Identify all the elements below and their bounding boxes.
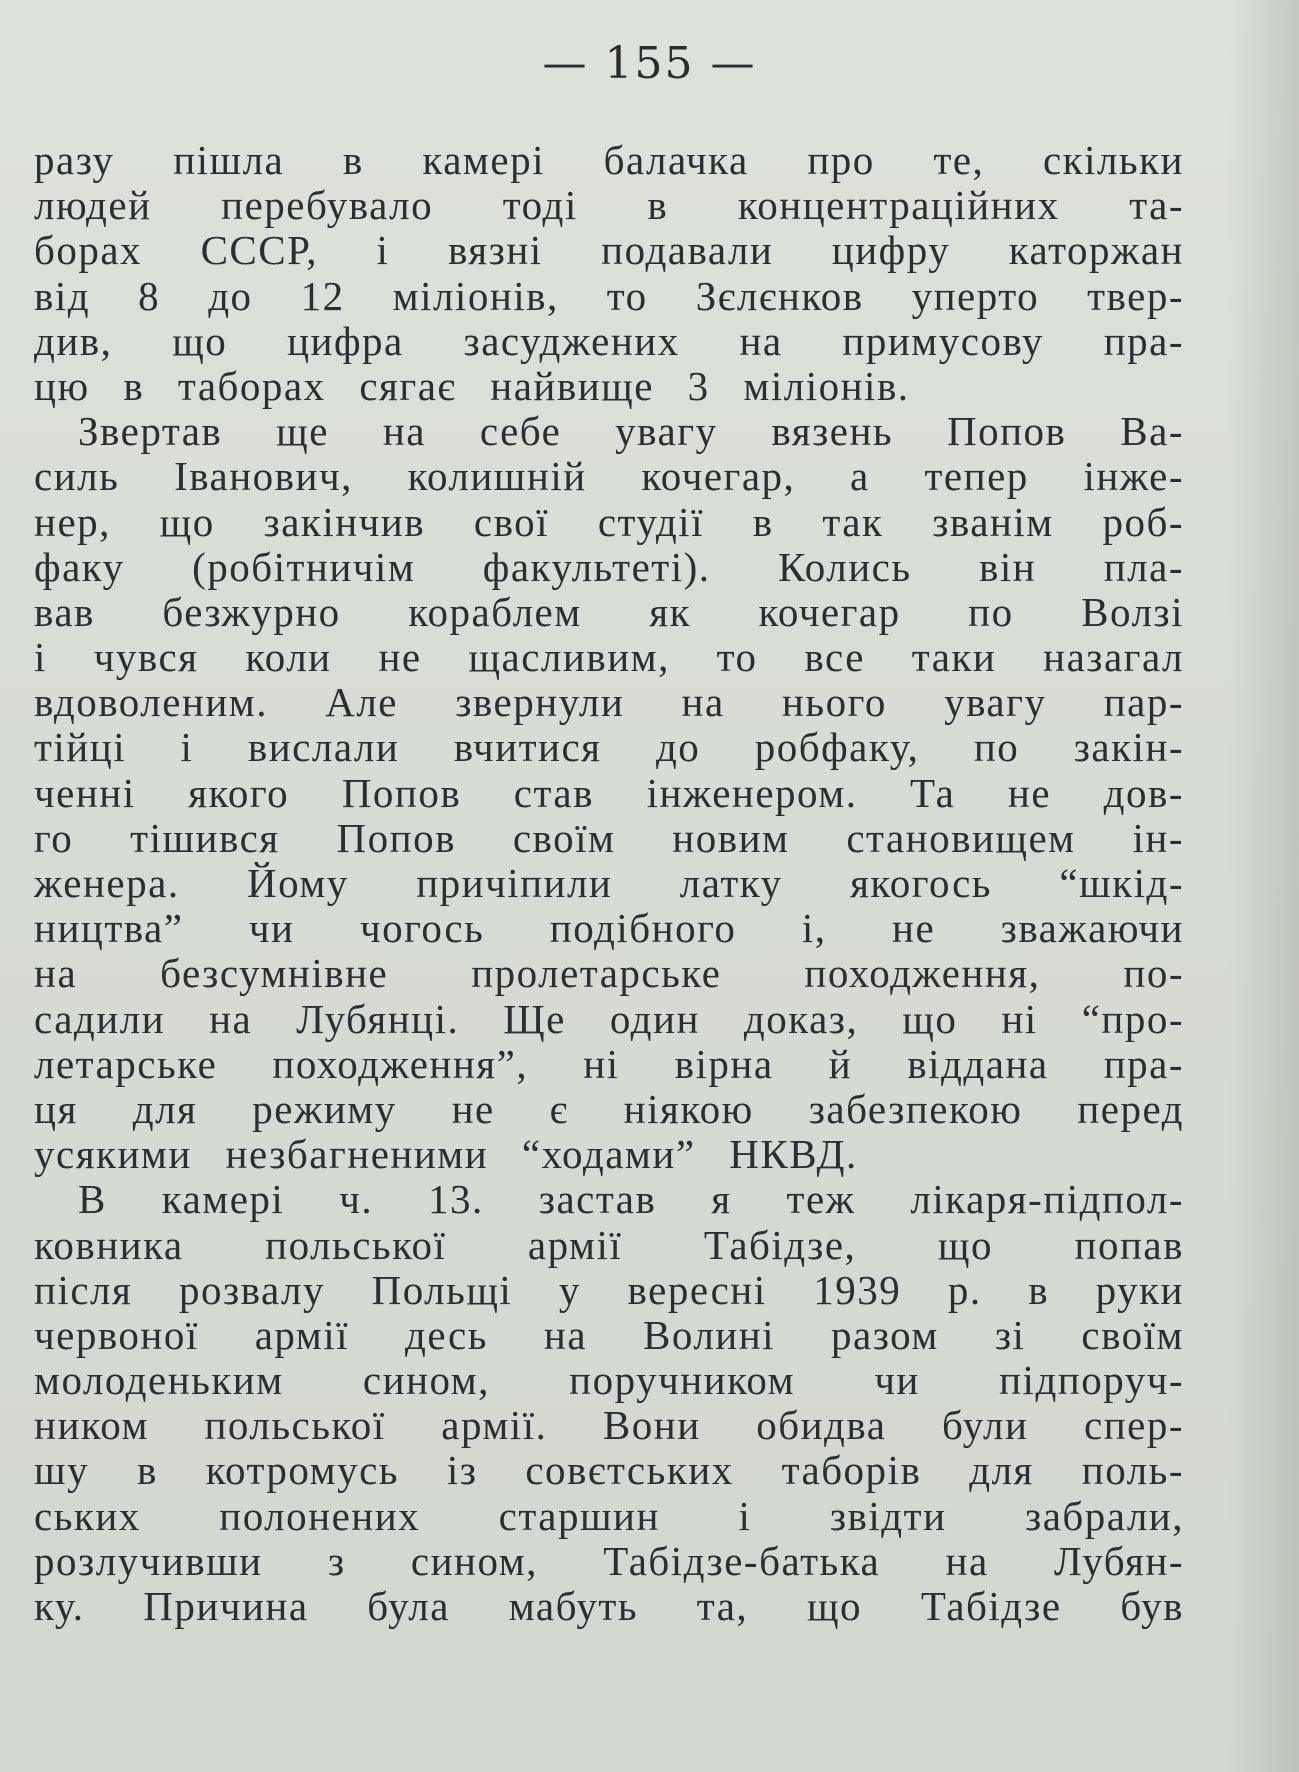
text-line: шу в котромусь із совєтських таборів для поль- [34, 1448, 1184, 1494]
text-line: див, що цифра засуджених на примусову пра- [34, 318, 1184, 364]
text-line: людей перебувало тоді в концентраційних та- [34, 183, 1184, 229]
text-line: ця для режиму не є ніякою забезпекою перед [34, 1086, 1184, 1132]
text-line: садили на Лубянці. Ще один доказ, що ні “про- [34, 996, 1184, 1042]
text-line: женера. Йому причіпили латку якогось “шкід- [34, 861, 1184, 906]
text-line: летарське походження”, ні вірна й віддана пра- [34, 1041, 1184, 1087]
page-edge-shadow [1229, 0, 1299, 1772]
text-line: вдоволеним. Але звернули на нього увагу пар- [34, 680, 1184, 726]
paragraph-start-line: В камері ч. 13. застав я теж лікаря-підпол- [78, 1177, 1184, 1223]
text-line: го тішився Попов своїм новим становищем ін- [34, 815, 1184, 861]
text-line: розлучивши з сином, Табідзе-батька на Лубян- [34, 1538, 1184, 1584]
text-line: червоної армії десь на Волині разом зі своїм [34, 1312, 1184, 1358]
text-line: борах СССР, і вязні подавали цифру каторжан [34, 228, 1184, 274]
text-line: вав безжурно кораблем як кочегар по Волзі [34, 589, 1184, 635]
text-line: ником польської армії. Вони обидва були спер- [34, 1403, 1184, 1449]
text-line: разу пішла в камері балачка про те, скільки [34, 138, 1184, 183]
text-line: ку. Причина була мабуть та, що Табідзе був [34, 1584, 1184, 1629]
text-line: усякими незбагненими “ходами” НКВД. [34, 1132, 858, 1178]
text-line: молоденьким сином, поручником чи підпоруч- [34, 1358, 1184, 1404]
text-line: ковника польської армії Табідзе, що попав [34, 1222, 1184, 1268]
text-line: на безсумнівне пролетарське походження, по- [34, 951, 1184, 997]
page-number: — 155 — [542, 38, 757, 89]
body-text [34, 138, 1184, 1629]
text-line: тійці і вислали вчитися до робфаку, по закін- [34, 725, 1184, 771]
paragraph-start-line: Звертав ще на себе увагу вязень Попов Ва- [78, 409, 1184, 455]
text-line: цю в таборах сягає найвище 3 міліонів. [34, 363, 910, 409]
text-line: і чувся коли не щасливим, то все таки назагал [34, 635, 1184, 681]
text-line: факу (робітничім факультеті). Колись він пла- [34, 544, 1184, 590]
text-line: силь Іванович, колишній кочегар, а тепер інже- [34, 454, 1184, 500]
text-line: ництва” чи чогось подібного і, не зважаючи [34, 906, 1184, 952]
text-line: ченні якого Попов став інженером. Та не дов- [34, 770, 1184, 816]
text-line: нер, що закінчив свої студії в так званім роб- [34, 499, 1184, 545]
text-line: після розвалу Польщі у вересні 1939 р. в руки [34, 1267, 1184, 1313]
text-line: ських полонених старшин і звідти забрали, [34, 1493, 1184, 1539]
text-line: від 8 до 12 міліонів, то Зєлєнков уперто твер- [34, 273, 1184, 319]
